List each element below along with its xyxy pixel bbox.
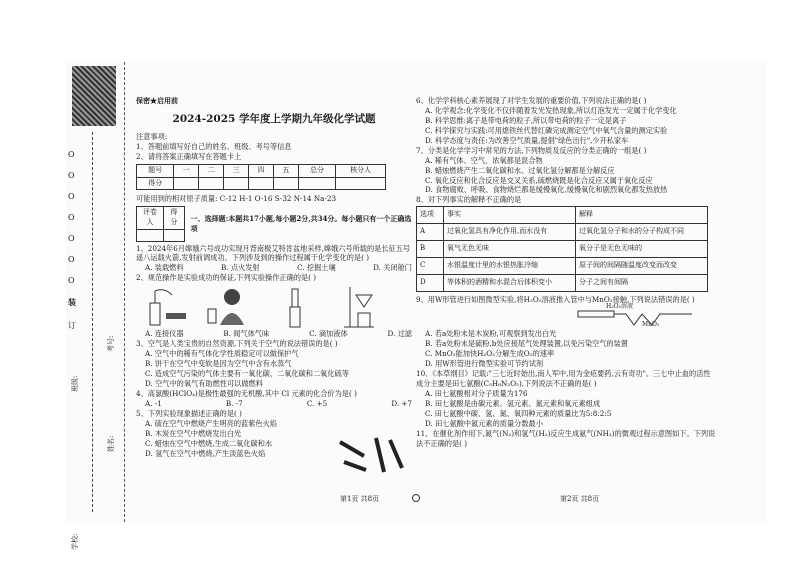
option: C. +5 [306, 398, 328, 408]
option: B. 木炭在空气中燃烧发出白光 [145, 428, 242, 438]
binding-cut-line [92, 132, 93, 512]
score-table-head [137, 164, 386, 177]
table-row [417, 241, 708, 258]
option: B. 若a处粉末是硫粉,b处应接尾气处理装置,以免污染空气的装置 [425, 339, 628, 349]
drop-liquid-figure [268, 285, 326, 329]
question-2: 2、规范操作是实验成功的保证,下列实验操作正确的是( ) [136, 273, 317, 283]
grader-cell[interactable] [164, 229, 185, 241]
question-11: 11、在催化剂作用下,氮气(N₂)和氢气(H₂)反应生成氨气(NH₃)的微观过程示意图如下。下列说法不正确的是( ) [416, 428, 716, 448]
atomic-mass-note: 可能用到的相对原子质量: C-12 H-1 O-16 S-32 N-14 Na-23 [136, 194, 337, 204]
table-cell: 过氧化氢分子和水的分子构成不同 [576, 224, 708, 241]
option: D. 空气中的氧气有助燃性可以做燃料 [145, 378, 263, 388]
option: D. 过滤 [387, 329, 412, 339]
page-1-footer: 第1页 共8页 [340, 495, 380, 503]
number-label: 考号: [107, 335, 115, 352]
table-cell: 等体积的酒精和水混合后体积变小 [444, 275, 576, 292]
question-1-options [136, 263, 412, 273]
secret-mark: 保密★启用前 [136, 96, 178, 105]
score-table [136, 164, 386, 190]
right-page [416, 96, 716, 449]
burning-strips-figure [336, 432, 408, 482]
option: D. 用W形管进行微型实验可节约试剂 [425, 359, 544, 369]
w-tube-diagram [576, 309, 696, 329]
binding-scan-mark [72, 66, 116, 126]
question-5: 5、下列实验现象描述正确的是( ) [136, 408, 242, 418]
grader-cell: 评卷人 [137, 207, 164, 229]
section-1-heading: 一、选择题:本题共17小题,每小题2分,共34分。每小题只有一个正确选项 [190, 214, 412, 233]
notice-2: 2、请将答案正确填写在答题卡上 [136, 152, 242, 162]
option: D. 食物腐败、呼吸、食物烧烂都是缓慢氧化,缓慢氧化和剧烈氧化都发热放热 [425, 185, 668, 195]
option: D. +7 [391, 398, 412, 408]
table-row [417, 275, 708, 292]
question-8-table [416, 206, 708, 292]
table-cell: 氧气无色无味 [444, 241, 576, 258]
school-label: 学校: [71, 533, 79, 550]
option: C. 氧化反应和化合反应是交叉关系,硫燃烧既是化合反应又属于氧化反应 [425, 175, 653, 185]
binding-mark: O [68, 234, 75, 243]
name-label: 姓名: [107, 435, 115, 452]
option: C. MnO₂能加快H₂O₂分解生成O₂的速率 [425, 349, 555, 359]
score-cell: 四 [249, 164, 274, 177]
question-10: 10、《本草纲目》记载:"三七近时始出,南人军中,用为金疮要药,云有奇功"。三七中止血的活性成分主要是田七氨酸(C₅H₈N₂O₅),下列说法不正确的是( ) [416, 369, 711, 388]
score-cell: 题号 [137, 164, 174, 177]
binding-mark: 装 [68, 297, 76, 307]
option: C. 蜡烛在空气中燃烧,生成二氧化碳和水 [145, 438, 273, 448]
option: B. 田七氨酸是由碳元素、氢元素、氮元素和氧元素组成 [425, 398, 601, 408]
connect-apparatus-figure [136, 285, 194, 329]
table-cell: 事实 [444, 207, 576, 224]
grader-cell: 得分 [164, 207, 185, 229]
question-4: 4、高氯酸(HClO₄)是极性最强的无机酸,其中 Cl 元素的化合价为是( ) [136, 388, 357, 398]
option: C. 挖掘土壤 [297, 263, 336, 273]
question-9: 9、用W形管进行如图微型实验,将H₂O₂溶液推入管中与MnO₂接触,下列说法错误的是( ) [416, 295, 695, 305]
score-cell: 三 [224, 164, 249, 177]
page-2-footer: 第2页 共8页 [560, 495, 600, 503]
score-cell[interactable] [336, 177, 386, 190]
binding-mark: O [68, 255, 75, 264]
binding-mark: O [68, 213, 75, 222]
score-cell: 五 [273, 164, 298, 177]
left-page [136, 96, 412, 458]
binding-mark: O [68, 276, 75, 285]
table-header [417, 207, 708, 224]
option: B. 蜡烛燃烧产生二氧化碳和水、过氧化氢分解都是分解反应 [425, 165, 615, 175]
option: A. 硫在空气中燃烧产生明亮的蓝紫色火焰 [145, 418, 277, 428]
score-cell[interactable] [298, 177, 335, 190]
binding-mark: O [68, 192, 75, 201]
w-tube-syringe-label: H₂O₂溶液 [606, 303, 633, 311]
score-cell[interactable] [224, 177, 249, 190]
score-cell[interactable] [199, 177, 224, 190]
question-6: 6、化学学科核心素养展现了对学生发展的重要价值,下列说法正确的是( ) [416, 96, 647, 105]
table-cell: 水银温度计里的水银热胀冷缩 [444, 258, 576, 275]
class-label: 班级: [71, 375, 79, 392]
smell-gas-figure [202, 285, 260, 329]
table-cell: 选项 [417, 207, 444, 224]
option: A. 装载燃料 [145, 263, 184, 273]
score-cell: 核分人 [336, 164, 386, 177]
option: C. 田七氨酸中碳、氢、氮、氧四种元素的质量比为5:8:2:5 [425, 408, 612, 418]
question-2-figures [136, 283, 412, 329]
binding-mark: O [68, 150, 75, 159]
table-row [417, 258, 708, 275]
option: D. 氢气在空气中燃烧,产生淡蓝色火焰 [145, 448, 266, 458]
binding-marks [68, 150, 76, 331]
center-punch-hole [412, 494, 420, 502]
option: C. 科学探究与实践:可用熄铁丝代替红磷完成测定空气中氧气含量的测定实验 [425, 125, 668, 135]
option: C. 滴加液体 [309, 329, 348, 339]
binding-mark: O [68, 171, 75, 180]
question-4-options [136, 399, 412, 409]
option: A. 连接仪器 [145, 329, 184, 339]
table-cell: A [417, 224, 444, 241]
option: B. 闻气体气味 [223, 329, 270, 339]
option: B. -7 [225, 398, 243, 408]
option: A. 若a处粉末是木炭粉,可观察到发出白光 [425, 329, 557, 339]
option: A. -1 [145, 398, 162, 408]
option: A. 空气中的稀有气体化学性质稳定可以做保护气 [145, 349, 299, 359]
option: B. 科学思维:离子是带电荷的粒子,所以带电荷的粒子一定是离子 [425, 115, 627, 125]
table-cell: 原子间的间隔随温度改变而改变 [576, 258, 708, 275]
option: D. 田七氨酸中氮元素的质量分数最小 [425, 418, 543, 428]
table-cell: B [417, 241, 444, 258]
exam-title: 2024-2025 学年度上学期九年级化学试题 [172, 112, 376, 125]
table-cell: 分子之间有间隔 [576, 275, 708, 292]
score-cell: 二 [199, 164, 224, 177]
question-2-options [136, 329, 412, 339]
score-cell: 一 [174, 164, 199, 177]
table-cell: C [417, 258, 444, 275]
question-3: 3、空气是人类宝贵的自然资源,下列关于空气的说法错误的是( ) [136, 339, 338, 349]
filter-figure [334, 285, 392, 329]
option: A. 化学观念:化学变化不仅伴随着发光发热现象,所以灯泡发光一定属于化学变化 [425, 105, 677, 115]
option: B. 点火发射 [221, 263, 260, 273]
binding-mark: 订 [68, 321, 76, 330]
option: C. 造成空气污染的气体主要有一氧化碳、二氧化碳和二氧化硫等 [145, 369, 349, 379]
score-table-row [137, 177, 386, 190]
w-tube-figure [416, 305, 716, 329]
question-1: 1、2024年6月嫦娥六号成功实现月背南极艾特肯盆地采样,嫦娥六号所载的是长征五号遥八运载火箭,发射前调成功。下列涉及到的操作过程属于化学变化的是( ) [136, 243, 411, 263]
option: A. 稀有气体、空气、浓氧都是混合物 [425, 155, 543, 165]
table-row [417, 224, 708, 241]
table-cell: D [417, 275, 444, 292]
question-8: 8、对下列事实的解释不正确的是 [416, 195, 522, 205]
option: D. 关闭舱门 [373, 263, 412, 273]
table-cell: 氧分子是无色无味的 [576, 241, 708, 258]
grader-cell[interactable] [137, 229, 164, 241]
score-cell: 总分 [298, 164, 335, 177]
option: A. 田七氨酸相对分子质量为176 [425, 388, 528, 398]
question-7: 7、分类是化学学习中常见的方法,下列物质及反应的分类正确的一组是( ) [416, 145, 647, 155]
score-cell: 得分 [137, 177, 174, 190]
score-cell[interactable] [174, 177, 199, 190]
notice-title: 注意事项: [136, 132, 168, 142]
option: B. 饼干在空气中变软是因为空气中含有水蒸气 [145, 359, 292, 369]
option: D. 科学态度与责任:为改善空气质量,提倡"绿色出行",少开私家车 [425, 135, 629, 145]
grader-table [136, 206, 185, 241]
table-cell: 解释 [576, 207, 708, 224]
score-cell[interactable] [273, 177, 298, 190]
notice-1: 1、答题前填写好自己的姓名、班级、考号等信息 [136, 142, 292, 152]
table-cell: 过氧化氢具有净化作用,而水没有 [444, 224, 576, 241]
score-cell[interactable] [249, 177, 274, 190]
w-tube-mno2-label: MnO₂ [642, 321, 660, 329]
